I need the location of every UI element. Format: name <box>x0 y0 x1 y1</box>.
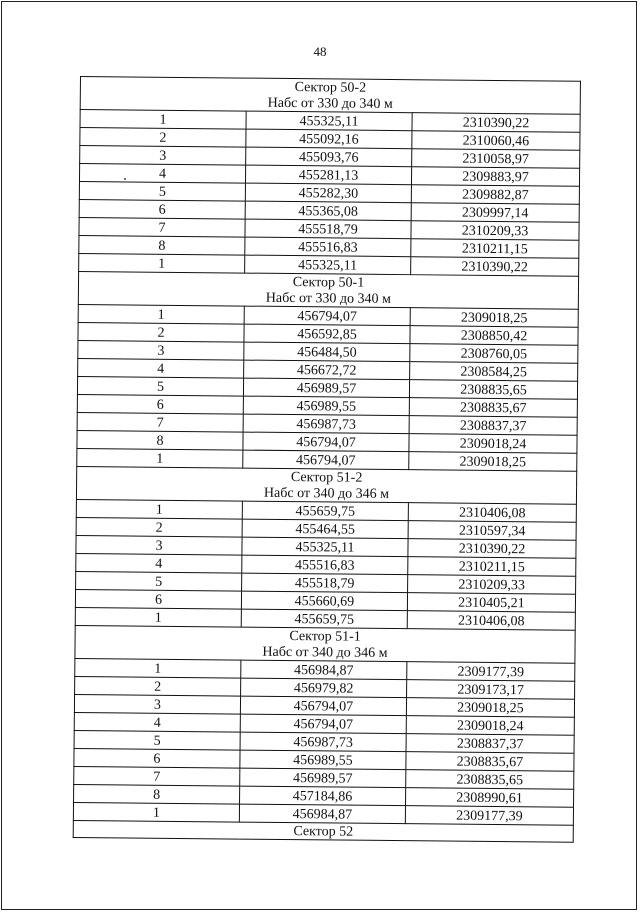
coordinate-x: 455660,69 <box>241 591 407 611</box>
point-number: 6 <box>75 589 241 609</box>
point-number: 7 <box>77 412 243 432</box>
point-number: 8 <box>77 430 243 450</box>
coordinate-y: 2310405,21 <box>407 593 575 613</box>
point-number: 5 <box>74 730 240 750</box>
coordinate-y: 2309018,24 <box>409 434 577 454</box>
coordinate-x: 455659,75 <box>241 609 407 629</box>
point-number: 3 <box>76 535 242 555</box>
coordinate-y: 2309018,25 <box>406 698 574 718</box>
coordinate-y: 2309018,25 <box>410 308 578 328</box>
coordinate-y: 2310390,22 <box>408 539 576 559</box>
coordinate-y: 2308835,67 <box>406 752 574 772</box>
point-number: 2 <box>78 322 244 342</box>
coordinate-x: 455518,79 <box>242 573 408 593</box>
point-number: 1 <box>78 304 244 324</box>
coordinate-x: 456989,57 <box>243 378 409 398</box>
point-number: 3 <box>74 694 240 714</box>
coordinate-x: 456794,07 <box>240 714 406 734</box>
sector-elevation-range: Набс от 330 до 340 м <box>78 288 578 309</box>
coordinate-y: 2309018,24 <box>406 716 574 736</box>
sector-title: Сектор 52 <box>73 820 573 842</box>
sector-elevation-range: Набс от 330 до 340 м <box>80 93 580 114</box>
coordinate-y: 2309882,87 <box>411 185 579 205</box>
point-number: 1 <box>73 802 239 822</box>
point-number: 5 <box>76 571 242 591</box>
coordinate-y: 2310209,33 <box>408 575 576 595</box>
sector-elevation-range: Набс от 340 до 346 м <box>76 483 576 504</box>
coordinate-y: 2310060,46 <box>412 131 580 151</box>
coordinate-y: 2310211,15 <box>408 557 576 577</box>
point-number: 6 <box>74 748 240 768</box>
page-number: 48 <box>313 44 327 59</box>
sector-title: Сектор 51-2 <box>77 466 577 487</box>
point-number: 4 <box>74 712 240 732</box>
coordinate-y: 2308584,25 <box>410 362 578 382</box>
coordinate-y: 2310406,08 <box>407 611 575 631</box>
coordinate-x: 456794,07 <box>243 432 409 452</box>
coordinate-y: 2310390,22 <box>412 113 580 133</box>
coordinate-y: 2308837,37 <box>406 734 574 754</box>
coordinate-x: 455281,13 <box>245 165 411 185</box>
point-number: 2 <box>75 676 241 696</box>
point-number: 1 <box>77 448 243 468</box>
coordinate-x: 455464,55 <box>242 519 408 539</box>
point-number: 7 <box>79 217 245 237</box>
coordinate-y: 2309997,14 <box>411 203 579 223</box>
coordinate-x: 456484,50 <box>244 342 410 362</box>
point-number: 3 <box>78 340 244 360</box>
coordinate-y: 2309018,25 <box>409 452 577 472</box>
coordinate-y: 2308837,37 <box>409 416 577 436</box>
coordinate-y: 2308760,05 <box>410 344 578 364</box>
coordinate-x: 455659,75 <box>242 501 408 521</box>
coordinate-x: 455325,11 <box>245 255 411 275</box>
coordinate-y: 2309883,97 <box>411 167 579 187</box>
coordinate-x: 456672,72 <box>244 360 410 380</box>
coordinate-x: 455365,08 <box>245 201 411 221</box>
coordinates-table-body <box>73 77 580 843</box>
point-number: 1 <box>75 658 241 678</box>
coordinate-y: 2308835,67 <box>409 398 577 418</box>
coordinate-y: 2310406,08 <box>408 503 576 523</box>
coordinate-x: 456987,73 <box>240 732 406 752</box>
coordinate-x: 456989,57 <box>240 768 406 788</box>
scan-speck <box>124 178 126 180</box>
coordinate-y: 2308990,61 <box>406 788 574 808</box>
coordinate-y: 2310058,97 <box>412 149 580 169</box>
coordinate-x: 456987,73 <box>243 414 409 434</box>
point-number: 7 <box>74 766 240 786</box>
coordinate-x: 456592,85 <box>244 324 410 344</box>
point-number: 1 <box>76 499 242 519</box>
coordinate-x: 455516,83 <box>245 237 411 257</box>
coordinate-y: 2310209,33 <box>411 221 579 241</box>
point-number: 4 <box>76 553 242 573</box>
point-number: 4 <box>78 358 244 378</box>
coordinate-y: 2310597,34 <box>408 521 576 541</box>
sector-title: Сектор 51-1 <box>75 625 575 646</box>
coordinate-x: 456984,87 <box>241 660 407 680</box>
coordinate-y: 2310211,15 <box>411 239 579 259</box>
coordinate-x: 456794,07 <box>244 306 410 326</box>
point-number: 2 <box>76 517 242 537</box>
coordinates-table <box>73 76 581 843</box>
coordinate-x: 455518,79 <box>245 219 411 239</box>
sector-title: Сектор 50-1 <box>78 271 578 292</box>
point-number: 6 <box>77 394 243 414</box>
coordinate-y: 2309177,39 <box>407 662 575 682</box>
point-number: 8 <box>74 784 240 804</box>
coordinate-x: 455282,30 <box>245 183 411 203</box>
coordinate-x: 455516,83 <box>242 555 408 575</box>
coordinate-y: 2310390,22 <box>411 257 579 277</box>
coordinate-x: 455093,76 <box>246 147 412 167</box>
coordinate-y: 2308835,65 <box>406 770 574 790</box>
coordinate-x: 456989,55 <box>243 396 409 416</box>
point-number: 3 <box>80 146 246 166</box>
sector-title: Сектор 50-2 <box>80 77 580 98</box>
coordinate-y: 2308835,65 <box>409 380 577 400</box>
point-number: 4 <box>79 164 245 184</box>
coordinate-x: 456979,82 <box>241 678 407 698</box>
sector-elevation-range: Набс от 340 до 346 м <box>75 642 575 663</box>
point-number: 8 <box>79 235 245 255</box>
point-number: 5 <box>77 376 243 396</box>
coordinate-x: 457184,86 <box>240 786 406 806</box>
point-number: 5 <box>79 181 245 201</box>
point-number: 1 <box>75 607 241 627</box>
coordinate-x: 456794,07 <box>243 450 409 470</box>
coordinate-x: 455325,11 <box>242 537 408 557</box>
point-number: 6 <box>79 199 245 219</box>
point-number: 1 <box>80 110 246 130</box>
coordinate-x: 455092,16 <box>246 129 412 149</box>
point-number: 2 <box>80 128 246 148</box>
point-number: 1 <box>79 253 245 273</box>
coordinate-y: 2308850,42 <box>410 326 578 346</box>
coordinate-y: 2309173,17 <box>407 680 575 700</box>
coordinate-x: 456794,07 <box>240 696 406 716</box>
coordinate-x: 456989,55 <box>240 750 406 770</box>
coordinate-x: 455325,11 <box>246 111 412 131</box>
coordinate-y: 2309177,39 <box>405 806 573 826</box>
coordinates-sheet <box>73 76 580 843</box>
coordinate-x: 456984,87 <box>239 804 405 824</box>
